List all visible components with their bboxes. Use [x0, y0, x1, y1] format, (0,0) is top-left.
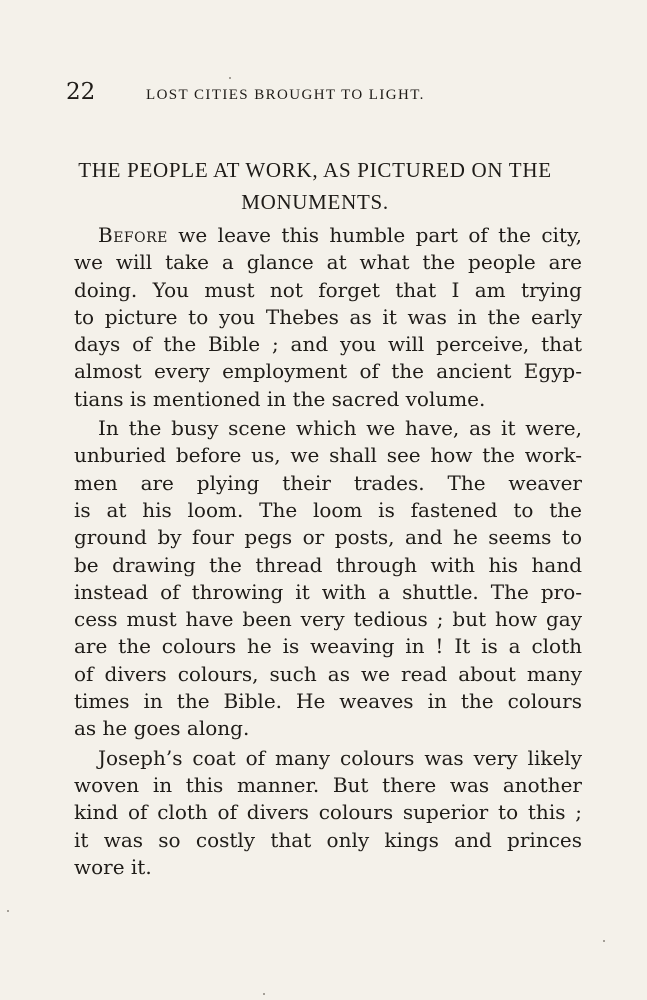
text-line: times in the Bible. He weaves in the colours	[74, 689, 582, 714]
text-line	[74, 222, 582, 249]
print-speck	[229, 77, 231, 79]
text-line: instead of throwing it with a shuttle. The pro-	[74, 579, 582, 604]
text-line: men are plying their trades. The weaver	[74, 470, 582, 495]
text-line: cess must have been very tedious ; but how gay	[74, 607, 582, 632]
running-header	[66, 79, 506, 106]
text-line: of divers colours, such as we read about many	[74, 661, 582, 686]
text-line: be drawing the thread through with his hand	[74, 552, 582, 577]
text-line: we will take a glance at what the people are	[74, 250, 582, 275]
paragraph-1	[74, 222, 582, 413]
heading-line-1: THE PEOPLE AT WORK, AS PICTURED ON THE	[78, 158, 552, 182]
heading-line-2: MONUMENTS.	[241, 190, 389, 214]
text-line: Joseph’s coat of many colours was very likely	[98, 745, 582, 770]
page-number: 22	[66, 79, 96, 105]
text-line: as he goes along.	[74, 716, 250, 741]
text-line: it was so costly that only kings and princes	[74, 827, 582, 852]
paragraph-3	[74, 745, 582, 881]
drop-word: Before	[98, 223, 168, 247]
paragraph-2	[74, 415, 582, 743]
print-speck	[263, 993, 265, 995]
text-line: kind of cloth of divers colours superior to this ;	[74, 800, 582, 825]
text-line: wore it.	[74, 854, 152, 879]
text-line-content: we leave this humble part of the city,	[178, 223, 582, 247]
text-line: are the colours he is weaving in ! It is a cloth	[74, 634, 582, 659]
running-title: LOST CITIES BROUGHT TO LIGHT.	[146, 87, 425, 103]
text-line: woven in this manner. But there was another	[74, 772, 582, 797]
text-line: to picture to you Thebes as it was in the early	[74, 304, 582, 329]
body-text	[74, 222, 582, 881]
text-line: almost every employment of the ancient Egyp-	[74, 359, 582, 384]
print-speck	[7, 910, 9, 912]
text-line: In the busy scene which we have, as it were,	[98, 416, 582, 441]
section-heading	[60, 154, 570, 218]
print-speck	[603, 940, 605, 942]
text-line: tians is mentioned in the sacred volume.	[74, 386, 486, 411]
text-line: ground by four pegs or posts, and he seems to	[74, 525, 582, 550]
text-line: unburied before us, we shall see how the work-	[74, 443, 582, 468]
text-line: doing. You must not forget that I am trying	[74, 277, 582, 302]
text-line: is at his loom. The loom is fastened to the	[74, 497, 582, 522]
text-line: days of the Bible ; and you will perceive, that	[74, 332, 582, 357]
